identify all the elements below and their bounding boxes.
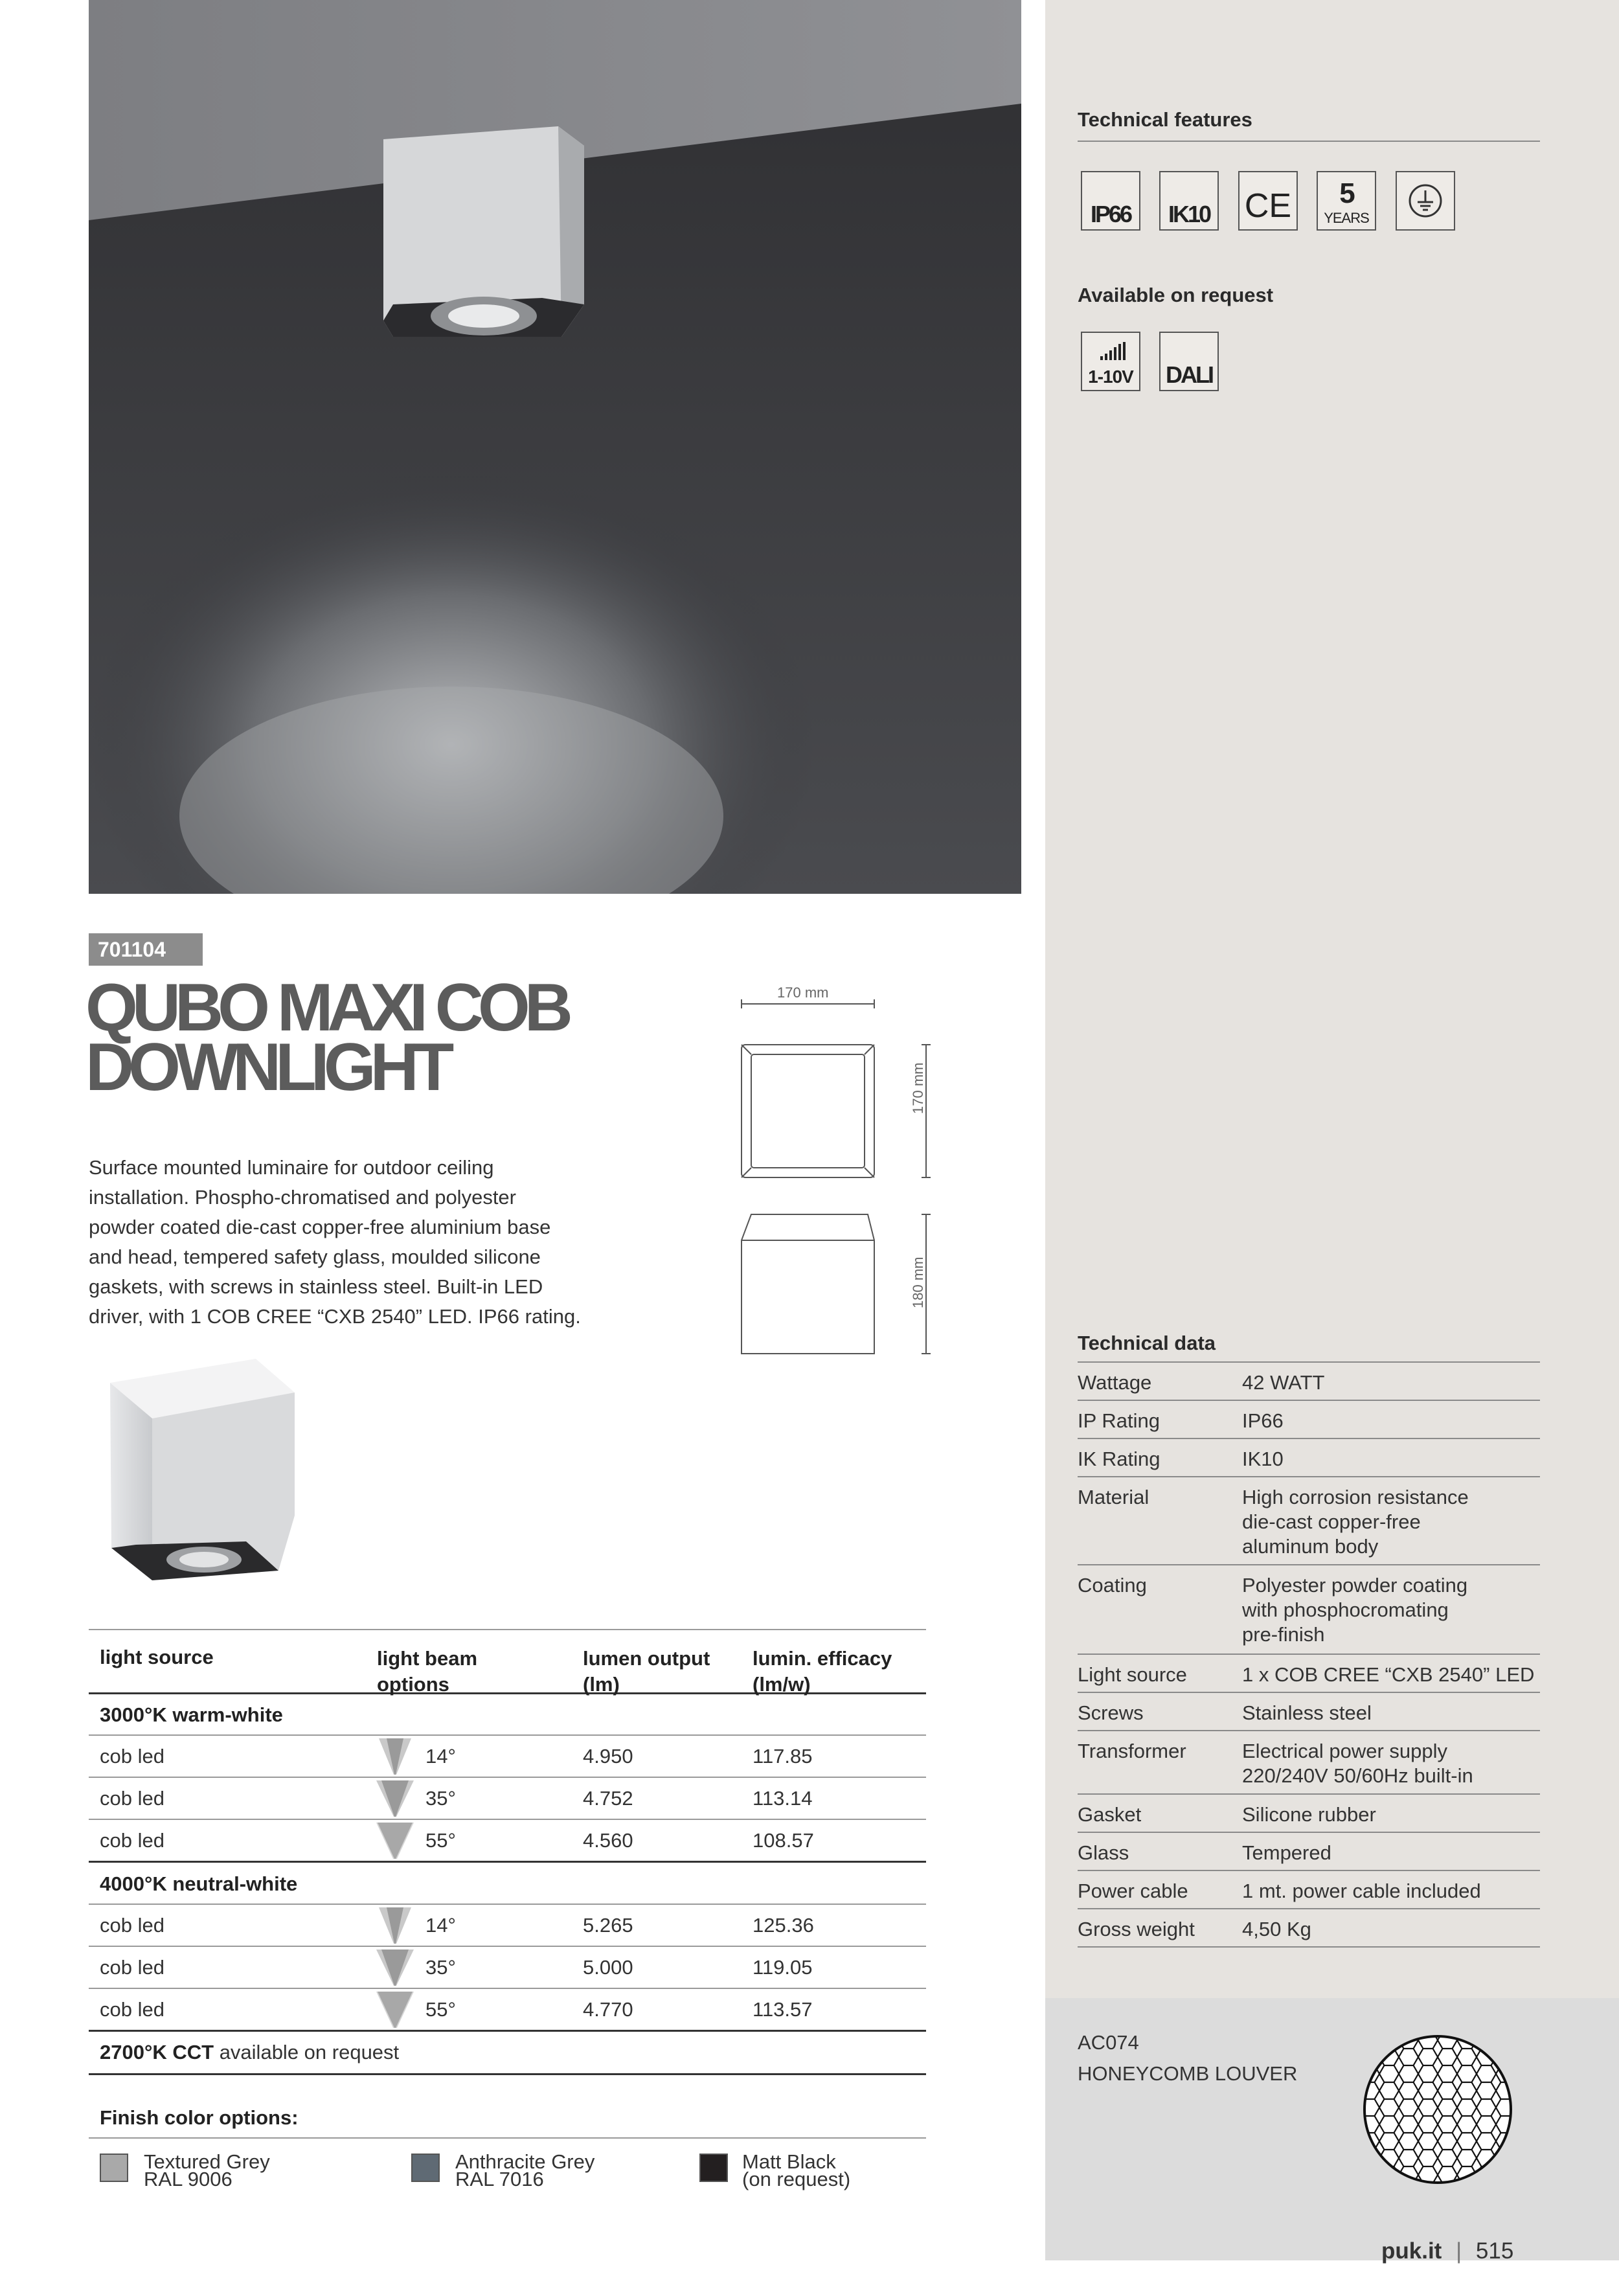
beam-narrow-icon [376, 1738, 414, 1775]
cct-note: 2700°K CCT available on request [89, 2032, 926, 2075]
finish-option-anthracite-grey: Anthracite Grey RAL 7016 [455, 2150, 595, 2190]
divider [89, 2137, 926, 2139]
table-row: cob led 14° 4.950 117.85 [89, 1736, 926, 1778]
table-row: cob led 55° 4.560 108.57 [89, 1820, 926, 1863]
ik10-badge: IK10 [1159, 171, 1219, 231]
warranty-5-years-badge: 5 YEARS [1317, 171, 1376, 231]
product-code: 701104 [89, 933, 203, 966]
tech-row-material: Material High corrosion resistance die-cast copper-free aluminum body [1078, 1477, 1540, 1565]
group-4000k-title: 4000°K neutral-white [89, 1863, 926, 1905]
table-row: cob led 55° 4.770 113.57 [89, 1989, 926, 2032]
tech-row-coating: Coating Polyester powder coating with phosphocromating pre-finish [1078, 1565, 1540, 1655]
dim-height-label: 180 mm [910, 1256, 926, 1308]
product-description: Surface mounted luminaire for outdoor ceiling installation. Phospho-chromatised and polyester powder coated die-cast copper-free aluminium base and head, tempered safety glass, moulded silicone gaskets, with screws in stainless steel. Built-in LED driver, with 1 COB CREE “CXB 2540” LED. IP66 rating. [89, 1156, 581, 1328]
ce-mark-badge: CE [1238, 171, 1298, 231]
dimension-drawing [712, 984, 958, 1360]
technical-features-title: Technical features [1078, 108, 1252, 131]
tech-row-light-source: Light source 1 x COB CREE “CXB 2540” LED [1078, 1655, 1540, 1693]
swatch-anthracite-grey[interactable] [411, 2154, 440, 2182]
hero-photo [89, 0, 1021, 894]
table-row: cob led 35° 4.752 113.14 [89, 1778, 926, 1820]
honeycomb-louver-icon [1360, 2032, 1515, 2190]
website-link[interactable]: puk.it [1381, 2238, 1442, 2264]
header-lumen-output: lumen output (lm) [583, 1647, 710, 1696]
light-table-header [89, 1630, 926, 1694]
finish-title: Finish color options: [100, 2106, 299, 2129]
footer-separator: | [1456, 2238, 1462, 2264]
product-thumbnail [97, 1354, 356, 1593]
page-number: 515 [1475, 2238, 1514, 2264]
swatch-textured-grey[interactable] [100, 2154, 128, 2182]
dim-depth-label: 170 mm [910, 1062, 926, 1114]
header-light-beam: light beam options [377, 1647, 478, 1696]
divider [1078, 141, 1540, 142]
header-efficacy: lumin. efficacy (lm/w) [753, 1647, 892, 1696]
earth-ground-icon [1396, 171, 1455, 231]
header-light-source: light source [100, 1646, 214, 1668]
group-3000k-title: 3000°K warm-white [89, 1694, 926, 1736]
accessory-code: AC074 [1078, 2031, 1139, 2054]
ip66-badge: IP66 [1081, 171, 1140, 231]
beam-narrow-icon [376, 1907, 414, 1944]
tech-row-power-cable: Power cable 1 mt. power cable included [1078, 1871, 1540, 1909]
dali-badge: DALI [1159, 332, 1219, 391]
tech-row-ip-rating: IP Rating IP66 [1078, 1401, 1540, 1439]
accessory-text [1078, 2027, 1297, 2089]
tech-row-wattage: Wattage 42 WATT [1078, 1363, 1540, 1401]
dim-width-label: 170 mm [777, 984, 829, 1001]
table-row: cob led 35° 5.000 119.05 [89, 1947, 926, 1989]
beam-medium-icon [376, 1949, 414, 1986]
technical-data-title: Technical data [1078, 1332, 1216, 1354]
finish-option-textured-grey: Textured Grey RAL 9006 [144, 2150, 270, 2190]
beam-wide-icon [376, 1992, 414, 2028]
tech-row-ik-rating: IK Rating IK10 [1078, 1439, 1540, 1477]
product-title [85, 970, 567, 1105]
product-title-line2: DOWNLIGHT [85, 1030, 449, 1105]
tech-row-gasket: Gasket Silicone rubber [1078, 1795, 1540, 1833]
page-footer [1381, 2238, 1513, 2264]
available-on-request-title: Available on request [1078, 284, 1274, 306]
tech-row-screws: Screws Stainless steel [1078, 1693, 1540, 1731]
dimming-1-10v-badge: 1-10V [1081, 332, 1140, 391]
accessory-name: HONEYCOMB LOUVER [1078, 2062, 1298, 2085]
beam-wide-icon [376, 1823, 414, 1859]
tech-row-transformer: Transformer Electrical power supply 220/240V 50/60Hz built-in [1078, 1731, 1540, 1795]
finish-option-matt-black: Matt Black (on request) [742, 2150, 851, 2190]
beam-medium-icon [376, 1780, 414, 1817]
swatch-matt-black[interactable] [699, 2154, 728, 2182]
table-row: cob led 14° 5.265 125.36 [89, 1905, 926, 1947]
product-title-line1: QUBO MAXI COB [85, 970, 567, 1045]
tech-row-gross-weight: Gross weight 4,50 Kg [1078, 1909, 1540, 1948]
tech-row-glass: Glass Tempered [1078, 1833, 1540, 1871]
